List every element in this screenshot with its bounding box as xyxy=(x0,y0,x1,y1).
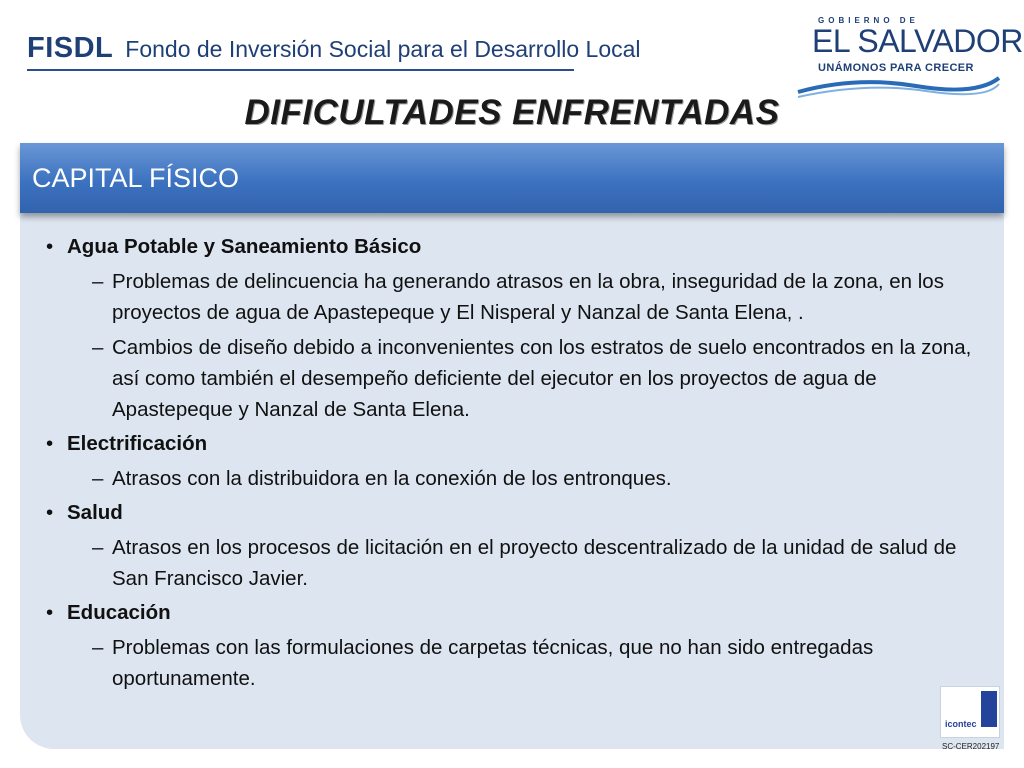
page-title: DIFICULTADES ENFRENTADAS xyxy=(244,93,780,132)
certificate-number: SC-CER202197 xyxy=(942,742,1000,751)
icontec-logo xyxy=(940,686,1002,756)
sub-item: – Problemas de delincuencia ha generando atrasos en la obra, inseguridad de la zona, en los proyectos de agua de Apastepeque y El Nisperal y Nanzal de Santa Elena, . xyxy=(92,270,944,324)
fisdl-abbr: FISDL xyxy=(27,32,114,64)
list-item: • Agua Potable y Saneamiento Básico xyxy=(44,231,980,262)
list-item: • Salud xyxy=(44,497,980,528)
section-header xyxy=(20,143,1004,213)
fisdl-full-name: Fondo de Inversión Social para el Desarrollo Local xyxy=(125,36,641,62)
list-item: • Educación xyxy=(44,597,980,628)
header-underline xyxy=(27,69,574,71)
icontec-name: icontec xyxy=(945,719,977,729)
sub-item: – Atrasos con la distribuidora en la conexión de los entronques. xyxy=(92,467,672,490)
icontec-mark-icon xyxy=(981,691,997,727)
sub-item: – Problemas con las formulaciones de carpetas técnicas, que no han sido entregadas oportunamente. xyxy=(92,636,874,690)
list-item: • Electrificación xyxy=(44,428,980,459)
sub-item: – Atrasos en los procesos de licitación en el proyecto descentralizado de la unidad de salud de San Francisco Javier. xyxy=(92,536,957,590)
gov-logo-main: EL SALVADOR xyxy=(812,23,1023,59)
fisdl-header xyxy=(27,32,641,72)
gov-logo-slogan: UNÁMONOS PARA CRECER xyxy=(818,62,974,74)
gov-logo-top: GOBIERNO DE xyxy=(818,16,919,25)
icontec-badge xyxy=(940,686,1000,738)
section-title: CAPITAL FÍSICO xyxy=(32,163,240,193)
content-list xyxy=(44,228,980,694)
government-logo xyxy=(796,14,1023,100)
sub-item: – Cambios de diseño debido a inconvenientes con los estratos de suelo encontrados en la zona, así como también el desempeño deficiente del ejecutor en los proyectos de agua de Apastepeque y Nanzal de Santa Elena. xyxy=(92,336,972,421)
